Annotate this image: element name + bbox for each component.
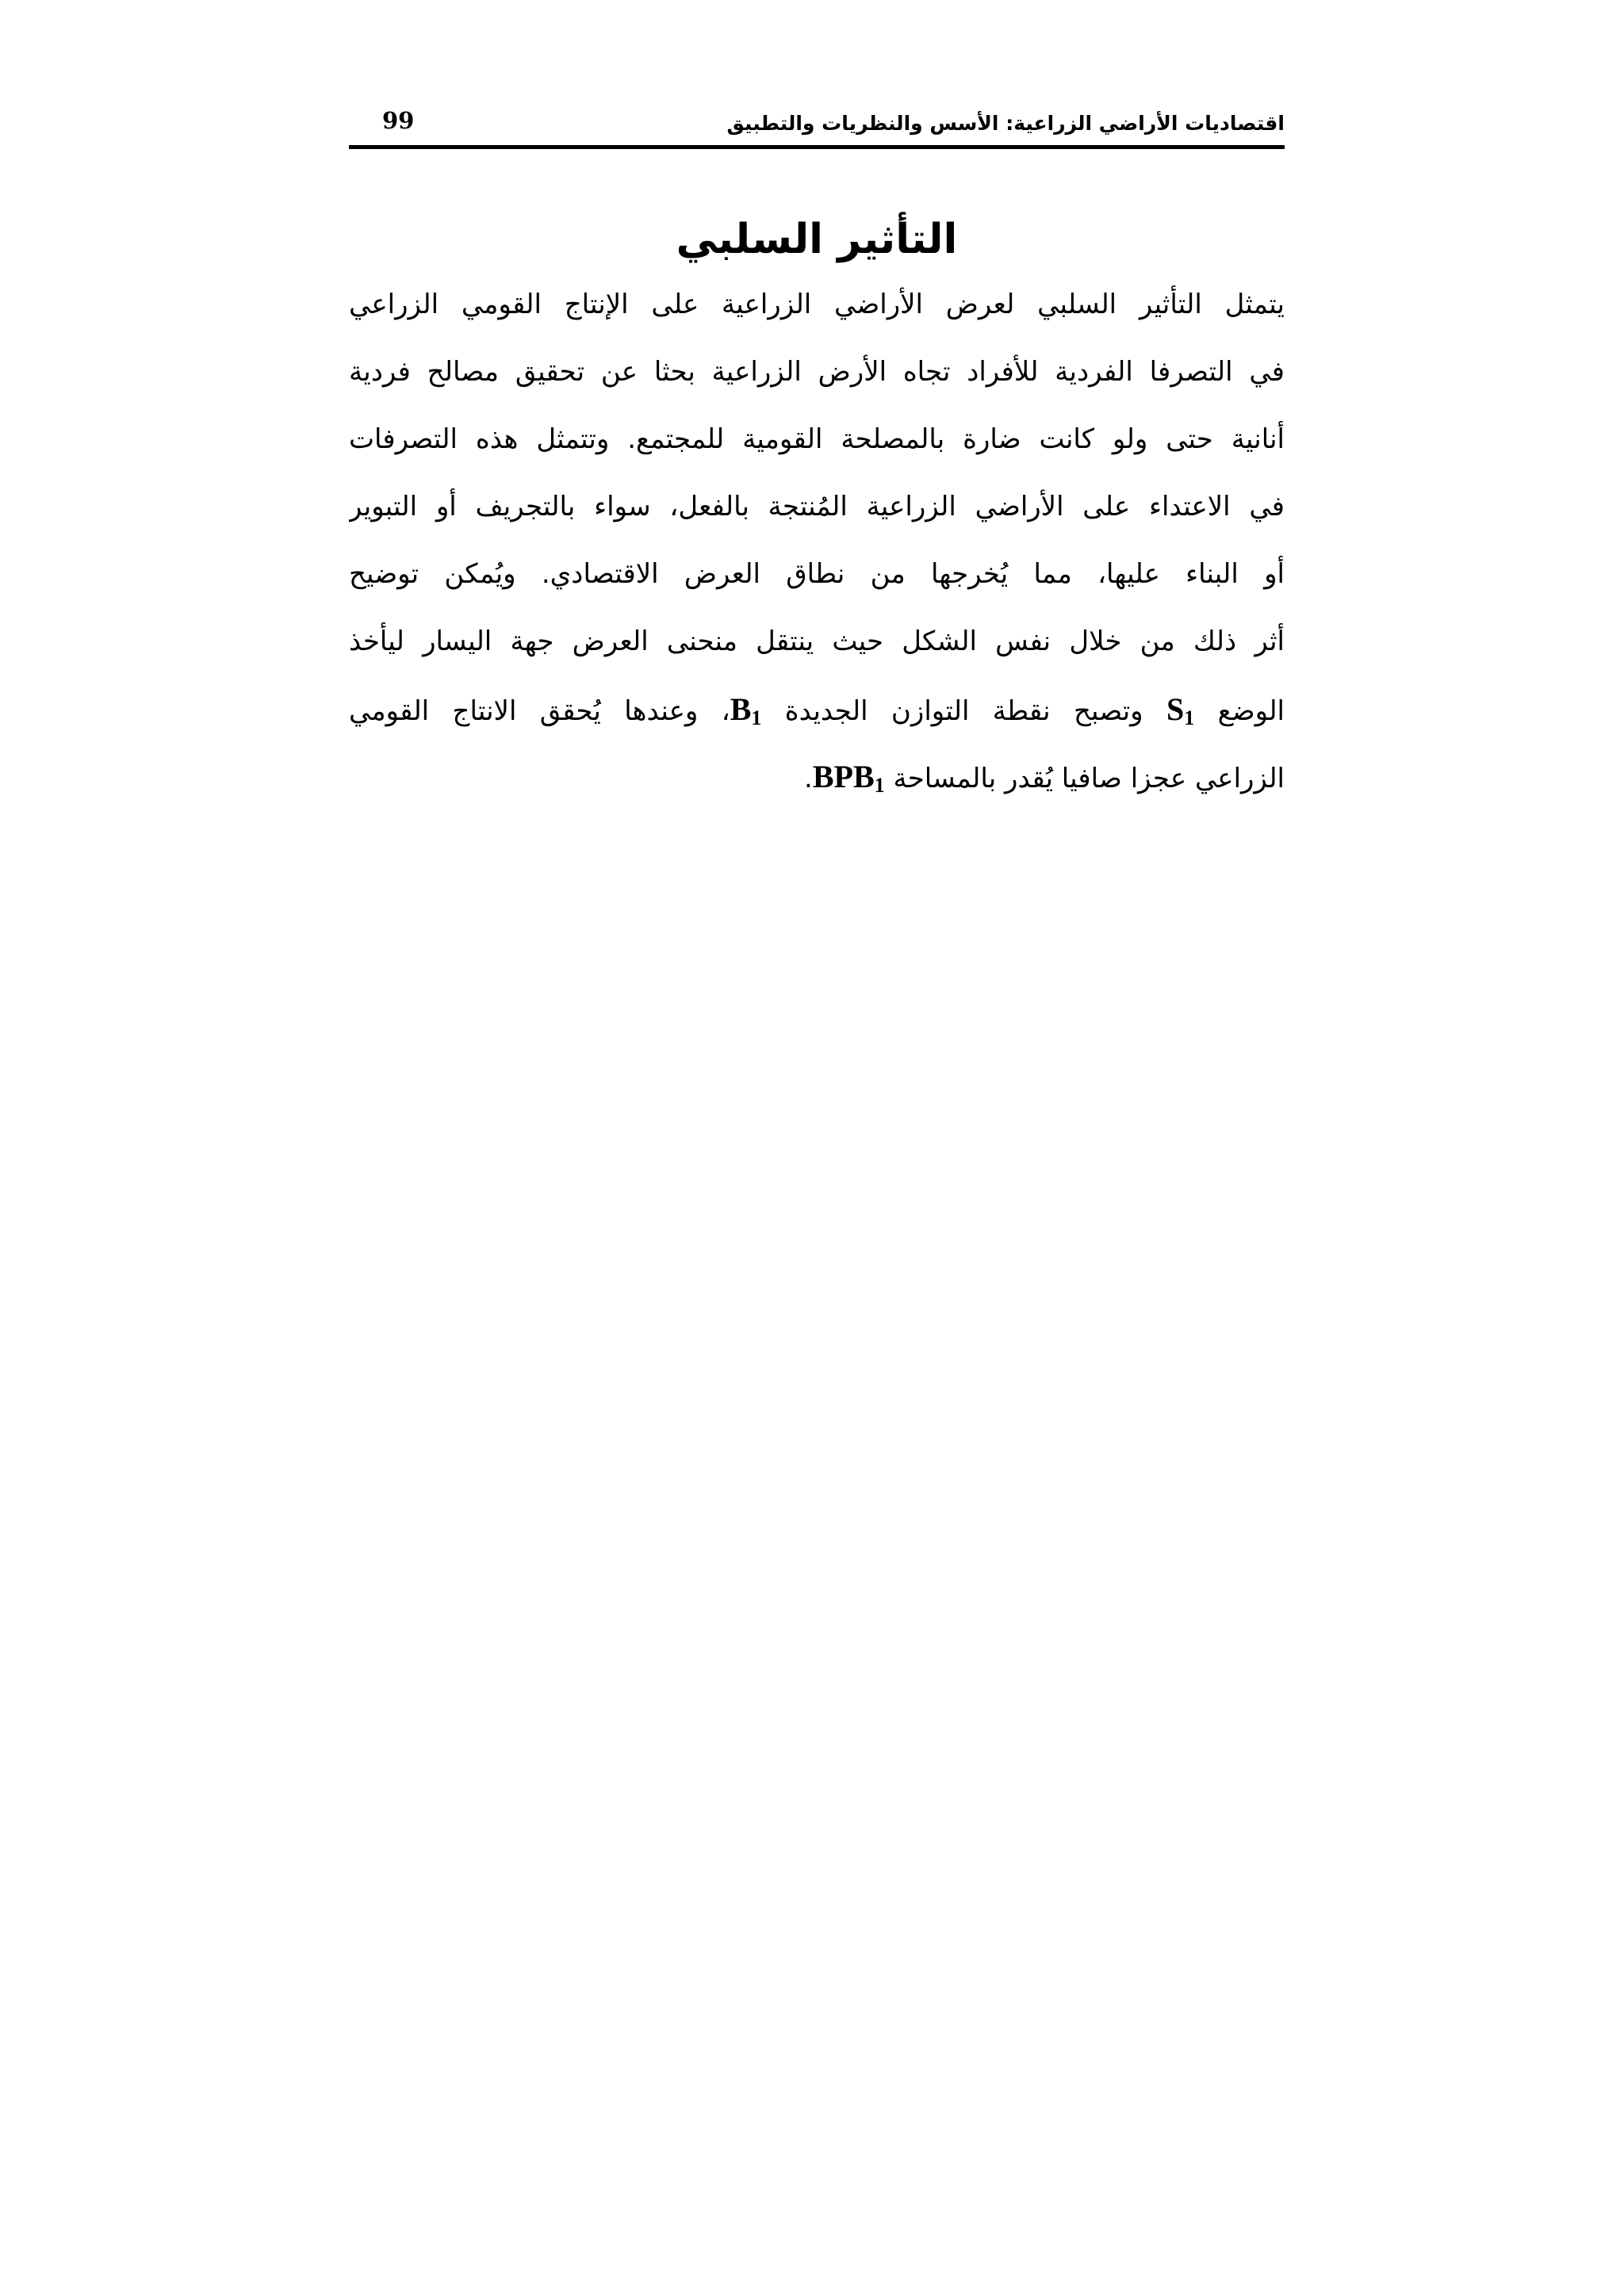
- b1-base: B: [730, 691, 752, 727]
- paragraph-line-4: في الاعتداء على الأراضي الزراعية المُنتجة بالفعل، سواء بالتجريف أو التبوير: [349, 491, 1285, 522]
- page-number: 99: [382, 107, 415, 134]
- running-header-title: اقتصاديات الأراضي الزراعية: الأسس والنظريات والتطبيق: [726, 112, 1285, 135]
- paragraph-line-1: يتمثل التأثير السلبي لعرض الأراضي الزراعية على الإنتاج القومي الزراعي: [349, 289, 1285, 320]
- header-divider: [349, 145, 1285, 149]
- bpb1-subscript: 1: [874, 774, 885, 797]
- paragraph-line-3: أنانية حتى ولو كانت ضارة بالمصلحة القومية للمجتمع. وتتمثل هذه التصرفات: [349, 423, 1285, 455]
- area-bpb1-symbol: [812, 759, 885, 797]
- paragraph-line-7: [349, 675, 1285, 743]
- supply-curve-s1-symbol: [1166, 691, 1194, 727]
- running-header: [349, 101, 1285, 149]
- s1-base: S: [1166, 691, 1185, 727]
- equilibrium-b1-symbol: [730, 691, 762, 727]
- section-heading: التأثير السلبي: [676, 216, 958, 263]
- paragraph-line-6: أثر ذلك من خلال نفس الشكل حيث ينتقل منحنى العرض جهة اليسار ليأخذ: [349, 626, 1285, 657]
- b1-subscript: 1: [751, 706, 762, 729]
- bpb1-base: BPB: [812, 759, 875, 794]
- line7-text-b: وتصبح نقطة التوازن الجديدة: [784, 695, 1143, 727]
- line8-period: .: [804, 763, 813, 794]
- line7-text-a: الوضع: [1217, 695, 1285, 727]
- paragraph-line-2: في التصرفا الفردية للأفراد تجاه الأرض الزراعية بحثا عن تحقيق مصالح فردية: [349, 356, 1285, 388]
- line8-text-a: الزراعي عجزا صافيا يُقدر بالمساحة: [893, 763, 1285, 794]
- body-paragraph: [349, 271, 1285, 810]
- paragraph-line-8: [349, 743, 1285, 810]
- paragraph-line-5: أو البناء عليها، مما يُخرجها من نطاق العرض الاقتصادي. ويُمكن توضيح: [349, 558, 1285, 590]
- s1-subscript: 1: [1184, 706, 1195, 729]
- line7-text-c: ، وعندها يُحقق الانتاج القومي: [349, 695, 730, 727]
